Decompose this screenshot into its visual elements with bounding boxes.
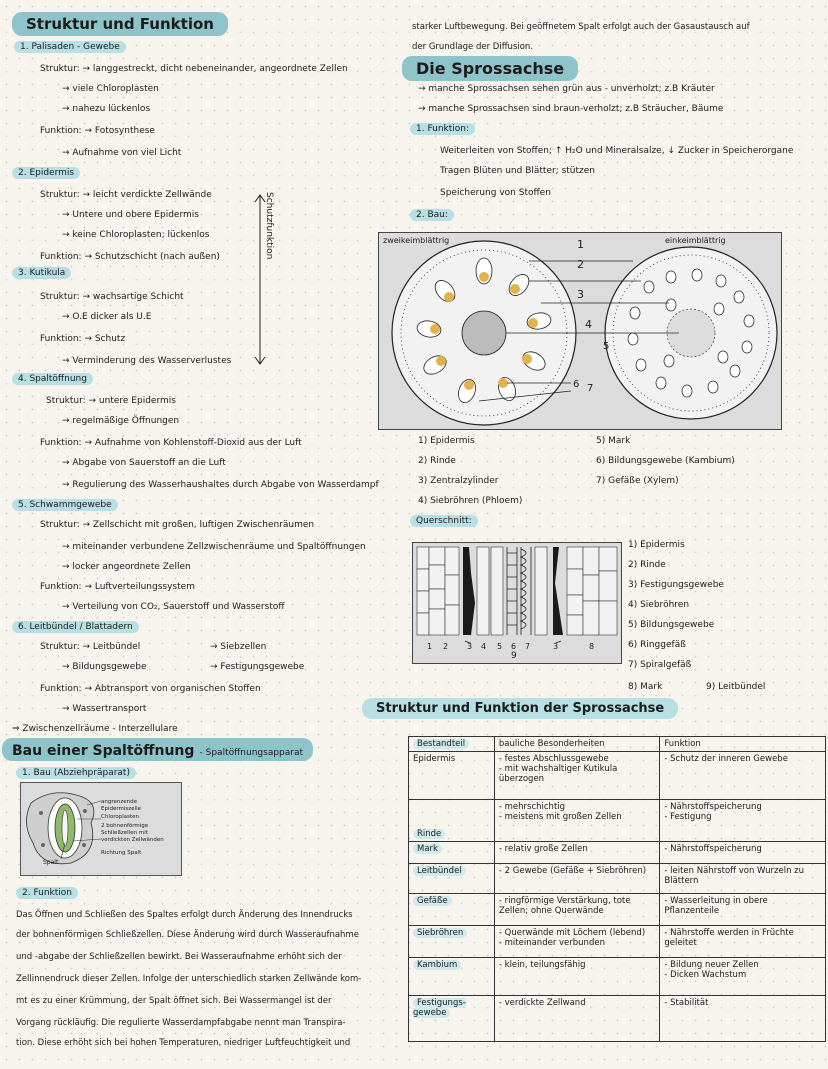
s3-line4: → Verminderung des Wasserverlustes bbox=[62, 356, 232, 366]
stomata-text-5: mt es zu einer Krümmung, der Spalt öffnet sich. Bei Wassermangel ist der bbox=[16, 996, 332, 1006]
table-cell: Gefäße bbox=[413, 896, 452, 906]
dicot-label: zweikeimblättrig bbox=[383, 236, 450, 245]
table-cell: - leiten Nährstoff von Wurzeln zu Blättern bbox=[660, 864, 826, 894]
s1-line5: → Aufnahme von viel Licht bbox=[62, 148, 182, 158]
table-row bbox=[409, 864, 826, 894]
stomata-title: Bau einer Spaltöffnung bbox=[12, 743, 195, 759]
table-row bbox=[409, 752, 826, 800]
page-title: Struktur und Funktion bbox=[12, 12, 228, 36]
s4-line3: Funktion: → Aufnahme von Kohlenstoff-Dioxid aus der Luft bbox=[40, 438, 302, 448]
s1-line2: → viele Chloroplasten bbox=[62, 84, 159, 94]
stomata-label-spalt: Spalt bbox=[43, 859, 59, 866]
stomata-diagram bbox=[20, 782, 182, 876]
continued-text-1: starker Luftbewegung. Bei geöffnetem Spalt erfolgt auch der Gasaustausch auf bbox=[412, 22, 750, 32]
s5-line2: → miteinander verbundene Zellzwischenräume und Spaltöffnungen bbox=[62, 542, 366, 552]
function-line-1: Weiterleiten von Stoffen; ↑ H₂O und Mineralsalze, ↓ Zucker in Speicherorgane bbox=[440, 146, 794, 156]
s5-line3: → locker angeordnete Zellen bbox=[62, 562, 191, 572]
table-header-row bbox=[409, 737, 826, 752]
s6-line2b: → Festigungsgewebe bbox=[210, 662, 305, 672]
table-header-cell: Bestandteil bbox=[413, 739, 469, 749]
s5-line5: → Verteilung von CO₂, Sauerstoff und Wasserstoff bbox=[62, 602, 285, 612]
stomata-label-guard-cells: 2 bohnenförmige Schließzellen mit verdickten Zellwänden bbox=[101, 823, 164, 843]
table-cell: - Nährstoffspeicherung - Festigung bbox=[660, 800, 826, 842]
s6-line2: → Bildungsgewebe bbox=[62, 662, 147, 672]
section-6-heading: 6. Leitbündel / Blattadern bbox=[12, 621, 139, 633]
long-num-4: 4 bbox=[481, 642, 487, 651]
table-cell: Mark bbox=[413, 844, 442, 854]
section-4-heading: 4. Spaltöffnung bbox=[12, 373, 93, 385]
table-header-cell: Funktion bbox=[660, 737, 826, 752]
long-num-3b: 3 bbox=[553, 642, 559, 651]
longitudinal-heading: Querschnitt: bbox=[410, 515, 478, 527]
longitudinal-drawing bbox=[413, 543, 621, 643]
stomata-text-4: Zellinnendruck dieser Zellen. Infolge der unterschiedlich starken Zellwände kom- bbox=[16, 974, 362, 984]
qlegend-7: 7) Spiralgefäß bbox=[628, 660, 692, 670]
s4-line5: → Regulierung des Wasserhaushaltes durch Abgabe von Wasserdampf bbox=[62, 480, 379, 490]
s1-line4: Funktion: → Fotosynthese bbox=[40, 126, 155, 136]
table-cell: - Wasserleitung in obere Pflanzenteile bbox=[660, 894, 826, 926]
long-num-1: 1 bbox=[427, 642, 433, 651]
long-num-9: 9 bbox=[511, 651, 517, 661]
legend-3: 3) Zentralzylinder bbox=[418, 476, 499, 486]
table-cell: - klein, teilungsfähig bbox=[494, 958, 660, 996]
legend-4: 4) Siebröhren (Phloem) bbox=[418, 496, 523, 506]
stem-label-4: 4 bbox=[585, 318, 592, 331]
s4-line4: → Abgabe von Sauerstoff an die Luft bbox=[62, 458, 226, 468]
long-num-8: 8 bbox=[589, 642, 595, 651]
table-row bbox=[409, 842, 826, 864]
s4-line1: Struktur: → untere Epidermis bbox=[46, 396, 176, 406]
table-title: Struktur und Funktion der Sprossachse bbox=[362, 698, 678, 719]
table-cell: - Schutz der inneren Gewebe bbox=[660, 752, 826, 800]
qlegend-1: 1) Epidermis bbox=[628, 540, 685, 550]
table-row bbox=[409, 800, 826, 842]
stomata-text-2: der bohnenförmigen Schließzellen. Diese Änderung wird durch Wasseraufnahme bbox=[16, 930, 359, 940]
legend-7: 7) Gefäße (Xylem) bbox=[596, 476, 679, 486]
function-heading: 1. Funktion: bbox=[410, 123, 475, 135]
stem-cross-section-diagram bbox=[378, 232, 782, 430]
table-cell: - mehrschichtig - meistens mit großen Zellen bbox=[494, 800, 660, 842]
table-header-cell: bauliche Besonderheiten bbox=[494, 737, 660, 752]
table-cell: - verdickte Zellwand bbox=[494, 996, 660, 1042]
stomata-build-heading: 1. Bau (Abziehpräparat) bbox=[16, 767, 136, 779]
stomata-text-6: Vorgang rückläufig. Die regulierte Wasserdampfabgabe nennt man Transpira- bbox=[16, 1018, 346, 1028]
table-cell: - 2 Gewebe (Gefäße + Siebröhren) bbox=[494, 864, 660, 894]
s6-line1b: → Siebzellen bbox=[210, 642, 267, 652]
qlegend-5: 5) Bildungsgewebe bbox=[628, 620, 715, 630]
legend-2: 2) Rinde bbox=[418, 456, 456, 466]
section-3-heading: 3. Kutikula bbox=[12, 267, 71, 279]
qlegend-4: 4) Siebröhren bbox=[628, 600, 690, 610]
table-cell: Festigungs- gewebe bbox=[413, 998, 466, 1018]
stomata-function-heading: 2. Funktion bbox=[16, 887, 78, 899]
table-cell: - relativ große Zellen bbox=[494, 842, 660, 864]
table-cell: - ringförmige Verstärkung, tote Zellen; ohne Querwände bbox=[494, 894, 660, 926]
qlegend-3: 3) Festigungsgewebe bbox=[628, 580, 724, 590]
section-2-heading: 2. Epidermis bbox=[12, 167, 80, 179]
s5-line4: Funktion: → Luftverteilungssystem bbox=[40, 582, 195, 592]
section-5-heading: 5. Schwammgewebe bbox=[12, 499, 118, 511]
stem-label-2: 2 bbox=[577, 258, 584, 271]
s6-line3: Funktion: → Abtransport von organischen Stoffen bbox=[40, 684, 261, 694]
stem-label-5: 5 bbox=[603, 341, 610, 352]
table-cell: - festes Abschlussgewebe - mit wachshaltiger Kutikula überzogen bbox=[494, 752, 660, 800]
s3-line3: Funktion: → Schutz bbox=[40, 334, 126, 344]
stem-label-1: 1 bbox=[577, 238, 584, 251]
long-num-6: 6 bbox=[511, 642, 517, 651]
s4-line2: → regelmäßige Öffnungen bbox=[62, 416, 180, 426]
qlegend-8: 8) Mark bbox=[628, 682, 663, 692]
stomata-label-direction: Richtung Spalt bbox=[101, 850, 142, 856]
s1-line3: → nahezu lückenlos bbox=[62, 104, 151, 114]
longitudinal-section-diagram bbox=[412, 542, 622, 664]
long-num-5: 5 bbox=[497, 642, 503, 651]
continued-text-2: der Grundlage der Diffusion. bbox=[412, 42, 534, 52]
stomata-subtitle: - Spaltöffnungsapparat bbox=[199, 748, 304, 758]
s2-line1: Struktur: → leicht verdickte Zellwände bbox=[40, 190, 212, 200]
zwischenzellraeume: ⇒ Zwischenzellräume - Interzellulare bbox=[12, 724, 178, 734]
table-row bbox=[409, 958, 826, 996]
sprossachse-title: Die Sprossachse bbox=[402, 56, 578, 81]
stem-label-6: 6 bbox=[573, 379, 580, 390]
info-line-1: → manche Sprossachsen sehen grün aus - unverholzt; z.B Kräuter bbox=[418, 84, 715, 94]
legend-5: 5) Mark bbox=[596, 436, 631, 446]
info-line-2: → manche Sprossachsen sind braun-verholzt; z.B Sträucher, Bäume bbox=[418, 104, 724, 114]
stomata-title-box bbox=[2, 738, 313, 761]
table-cell: - Bildung neuer Zellen - Dicken Wachstum bbox=[660, 958, 826, 996]
sprossachse-table bbox=[408, 736, 826, 1042]
s2-line4: Funktion: → Schutzschicht (nach außen) bbox=[40, 252, 220, 262]
table-cell: Epidermis bbox=[409, 752, 495, 800]
long-num-3: 3 bbox=[467, 642, 473, 651]
table-cell: Siebröhren bbox=[413, 928, 467, 938]
stomata-text-3: und -abgabe der Schließzellen bewirkt. Bei Wasseraufnahme erhöht sich der bbox=[16, 952, 342, 962]
s2-line3: → keine Chloroplasten; lückenlos bbox=[62, 230, 210, 240]
stomata-text-7: tion. Diese erhöht sich bei hohen Temperaturen, niedriger Luftfeuchtigkeit und bbox=[16, 1038, 351, 1048]
stomata-label-epidermis: angrenzende Epidermiszelle bbox=[101, 799, 141, 812]
table-cell: Kambium bbox=[413, 960, 461, 970]
s5-line1: Struktur: → Zellschicht mit großen, luftigen Zwischenräumen bbox=[40, 520, 315, 530]
legend-1: 1) Epidermis bbox=[418, 436, 475, 446]
table-cell: Leitbündel bbox=[413, 866, 466, 876]
section-1-heading: 1. Palisaden - Gewebe bbox=[14, 41, 126, 53]
table-cell: - Querwände mit Löchern (lebend) - miteinander verbunden bbox=[494, 926, 660, 958]
table-row bbox=[409, 996, 826, 1042]
table-cell: - Stabilität bbox=[660, 996, 826, 1042]
function-line-2: Tragen Blüten und Blätter; stützen bbox=[440, 166, 595, 176]
long-num-7: 7 bbox=[525, 642, 531, 651]
schutzfunktion-label: Schutzfunktion bbox=[264, 192, 274, 260]
s6-line4: → Wassertransport bbox=[62, 704, 147, 714]
s1-line1: Struktur: → langgestreckt, dicht nebeneinander, angeordnete Zellen bbox=[40, 64, 348, 74]
function-line-3: Speicherung von Stoffen bbox=[440, 188, 551, 198]
stem-label-7: 7 bbox=[587, 383, 594, 394]
structure-heading: 2. Bau: bbox=[410, 209, 454, 221]
long-num-2: 2 bbox=[443, 642, 449, 651]
s3-line2: → O.E dicker als U.E bbox=[62, 312, 152, 322]
qlegend-2: 2) Rinde bbox=[628, 560, 666, 570]
monocot-label: einkeimblättrig bbox=[665, 236, 726, 245]
s6-line1: Struktur: → Leitbündel bbox=[40, 642, 141, 652]
s2-line2: → Untere und obere Epidermis bbox=[62, 210, 199, 220]
qlegend-6: 6) Ringgefäß bbox=[628, 640, 686, 650]
table-cell: - Nährstoffe werden in Früchte geleitet bbox=[660, 926, 826, 958]
legend-6: 6) Bildungsgewebe (Kambium) bbox=[596, 456, 735, 466]
table-cell: - Nährstoffspeicherung bbox=[660, 842, 826, 864]
s3-line1: Struktur: → wachsartige Schicht bbox=[40, 292, 184, 302]
stem-label-3: 3 bbox=[577, 288, 584, 301]
qlegend-9: 9) Leitbündel bbox=[706, 682, 766, 692]
table-row bbox=[409, 894, 826, 926]
stomata-text-1: Das Öffnen und Schließen des Spaltes erfolgt durch Änderung des Innendrucks bbox=[16, 910, 353, 920]
stomata-label-chloroplasts: Chloroplasten bbox=[101, 814, 140, 820]
table-row bbox=[409, 926, 826, 958]
table-cell: Rinde bbox=[413, 829, 445, 839]
